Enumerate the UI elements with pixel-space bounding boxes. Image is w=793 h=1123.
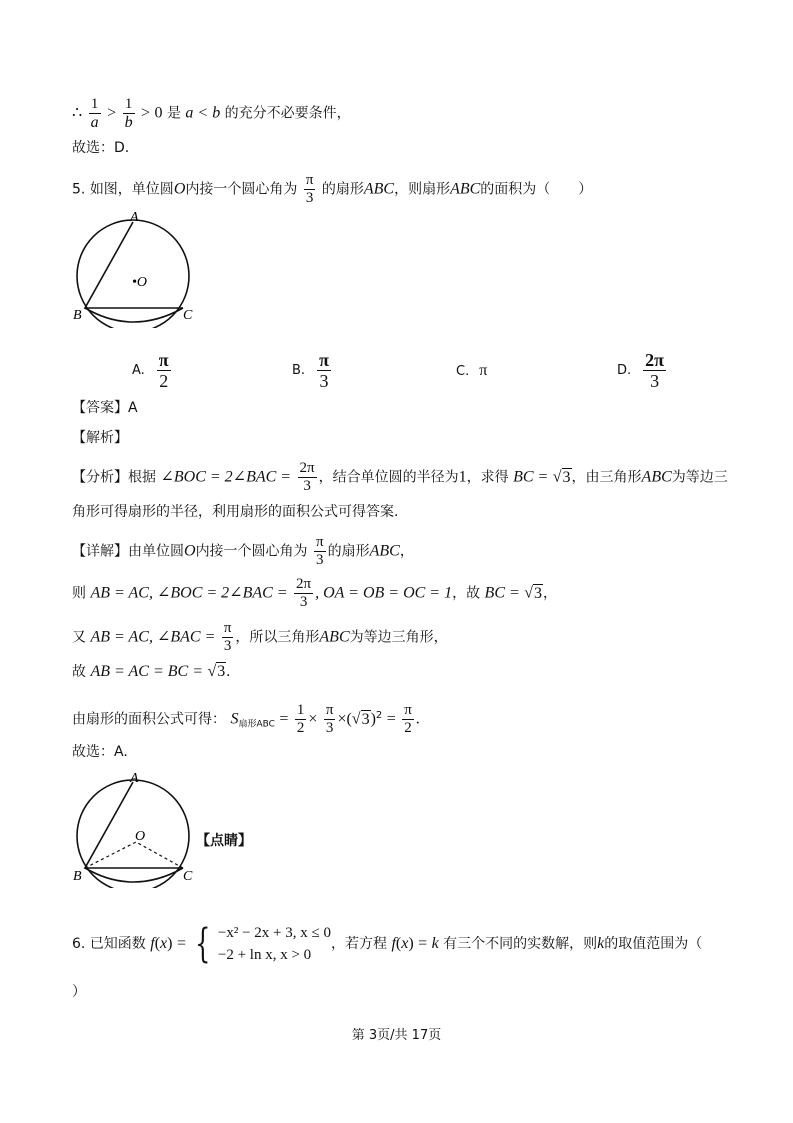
- fenxi-line-2: 角形可得扇形的半径，利用扇形的面积公式可得答案.: [72, 504, 399, 520]
- dashed-OC: [136, 842, 183, 868]
- figure-unit-circle-1: [70, 208, 200, 328]
- question-5: 5. 如图，单位圆O内接一个圆心角为 $\frac{\pi}{3}$ 的扇形ABC，则扇形ABC的面积为（ ）: [72, 172, 593, 206]
- label-C: C: [183, 869, 193, 884]
- option-a[interactable]: A. $\frac{\pi}{2}$: [132, 350, 169, 391]
- radius-lines: [85, 782, 183, 868]
- piecewise-function: { −x² − 2x + 3, x ≤ 0 −2 + ln x, x > 0: [195, 921, 331, 967]
- label-O: •O: [132, 275, 148, 290]
- label-B: B: [73, 308, 82, 323]
- frac-1-over-a: $\frac{1}{a}$: [90, 96, 99, 131]
- then-line: 则 AB = AC, ∠BOC = 2∠BAC = $\frac{2\pi}{3}$ , OA = OB = OC = 1，故 BC = √3，: [72, 576, 558, 610]
- label-C: C: [183, 308, 193, 323]
- radius-lines: [85, 222, 183, 308]
- area-line: 由扇形的面积公式可得： $S_{扇形ABC}$ = $\frac{1}{2}$ × $\frac{\pi}{3}$ $\times(√3)^2$ = $\frac{\pi}{2}$ .: [72, 702, 420, 736]
- so-line: 故 AB = AC = BC = √3.: [72, 663, 231, 680]
- analysis-label: 【解析】: [72, 430, 128, 446]
- label-O: O: [135, 829, 146, 844]
- figure-unit-circle-2: [70, 772, 200, 888]
- choose-d-line: 故选：D.: [72, 140, 130, 156]
- fenxi-line-1: 【分析】根据 ∠BOC = 2∠BAC = $\frac{2\pi}{3}$ ，结合单位圆的半径为1，求得 BC = √3，由三角形ABC为等边三: [72, 460, 728, 494]
- frac-1-over-b: $\frac{1}{b}$: [124, 96, 133, 131]
- page-footer: 第 3页/共 17页: [351, 1028, 442, 1043]
- question-6-close: ）: [72, 984, 86, 1000]
- option-b[interactable]: B. $\frac{\pi}{3}$: [292, 350, 329, 391]
- also-line: 又 AB = AC, ∠BAC = $\frac{\pi}{3}$ ，所以三角形ABC为等边三角形，: [72, 620, 448, 654]
- option-d[interactable]: D. $\frac{2\pi}{3}$: [617, 350, 665, 391]
- choose-a-line: 故选：A.: [72, 744, 128, 760]
- answer-line: 【答案】A: [72, 400, 138, 416]
- therefore-symbol: ∴: [72, 104, 83, 122]
- label-A: A: [130, 210, 139, 225]
- sqrt-3: √3: [552, 468, 571, 486]
- label-A: A: [130, 772, 139, 786]
- label-B: B: [73, 869, 82, 884]
- question-6: 6. 已知函数 f(x) = { −x² − 2x + 3, x ≤ 0 −2 + ln x, x > 0 ，若方程 f(x) = k 有三个不同的实数解，则k的取值范围为（: [72, 921, 703, 967]
- therefore-line: ∴ $\frac{1}{a}$ > $\frac{1}{b}$ > 0 是 a < b 的充分不必要条件，: [72, 96, 351, 131]
- option-c[interactable]: C. π: [456, 362, 488, 379]
- frac-pi-over-3: $\frac{\pi}{3}$: [305, 172, 314, 206]
- xiangjie-line-1: 【详解】由单位圆O内接一个圆心角为 $\frac{\pi}{3}$ 的扇形ABC，: [72, 534, 414, 568]
- dianjing-label: 【点睛】: [196, 833, 252, 849]
